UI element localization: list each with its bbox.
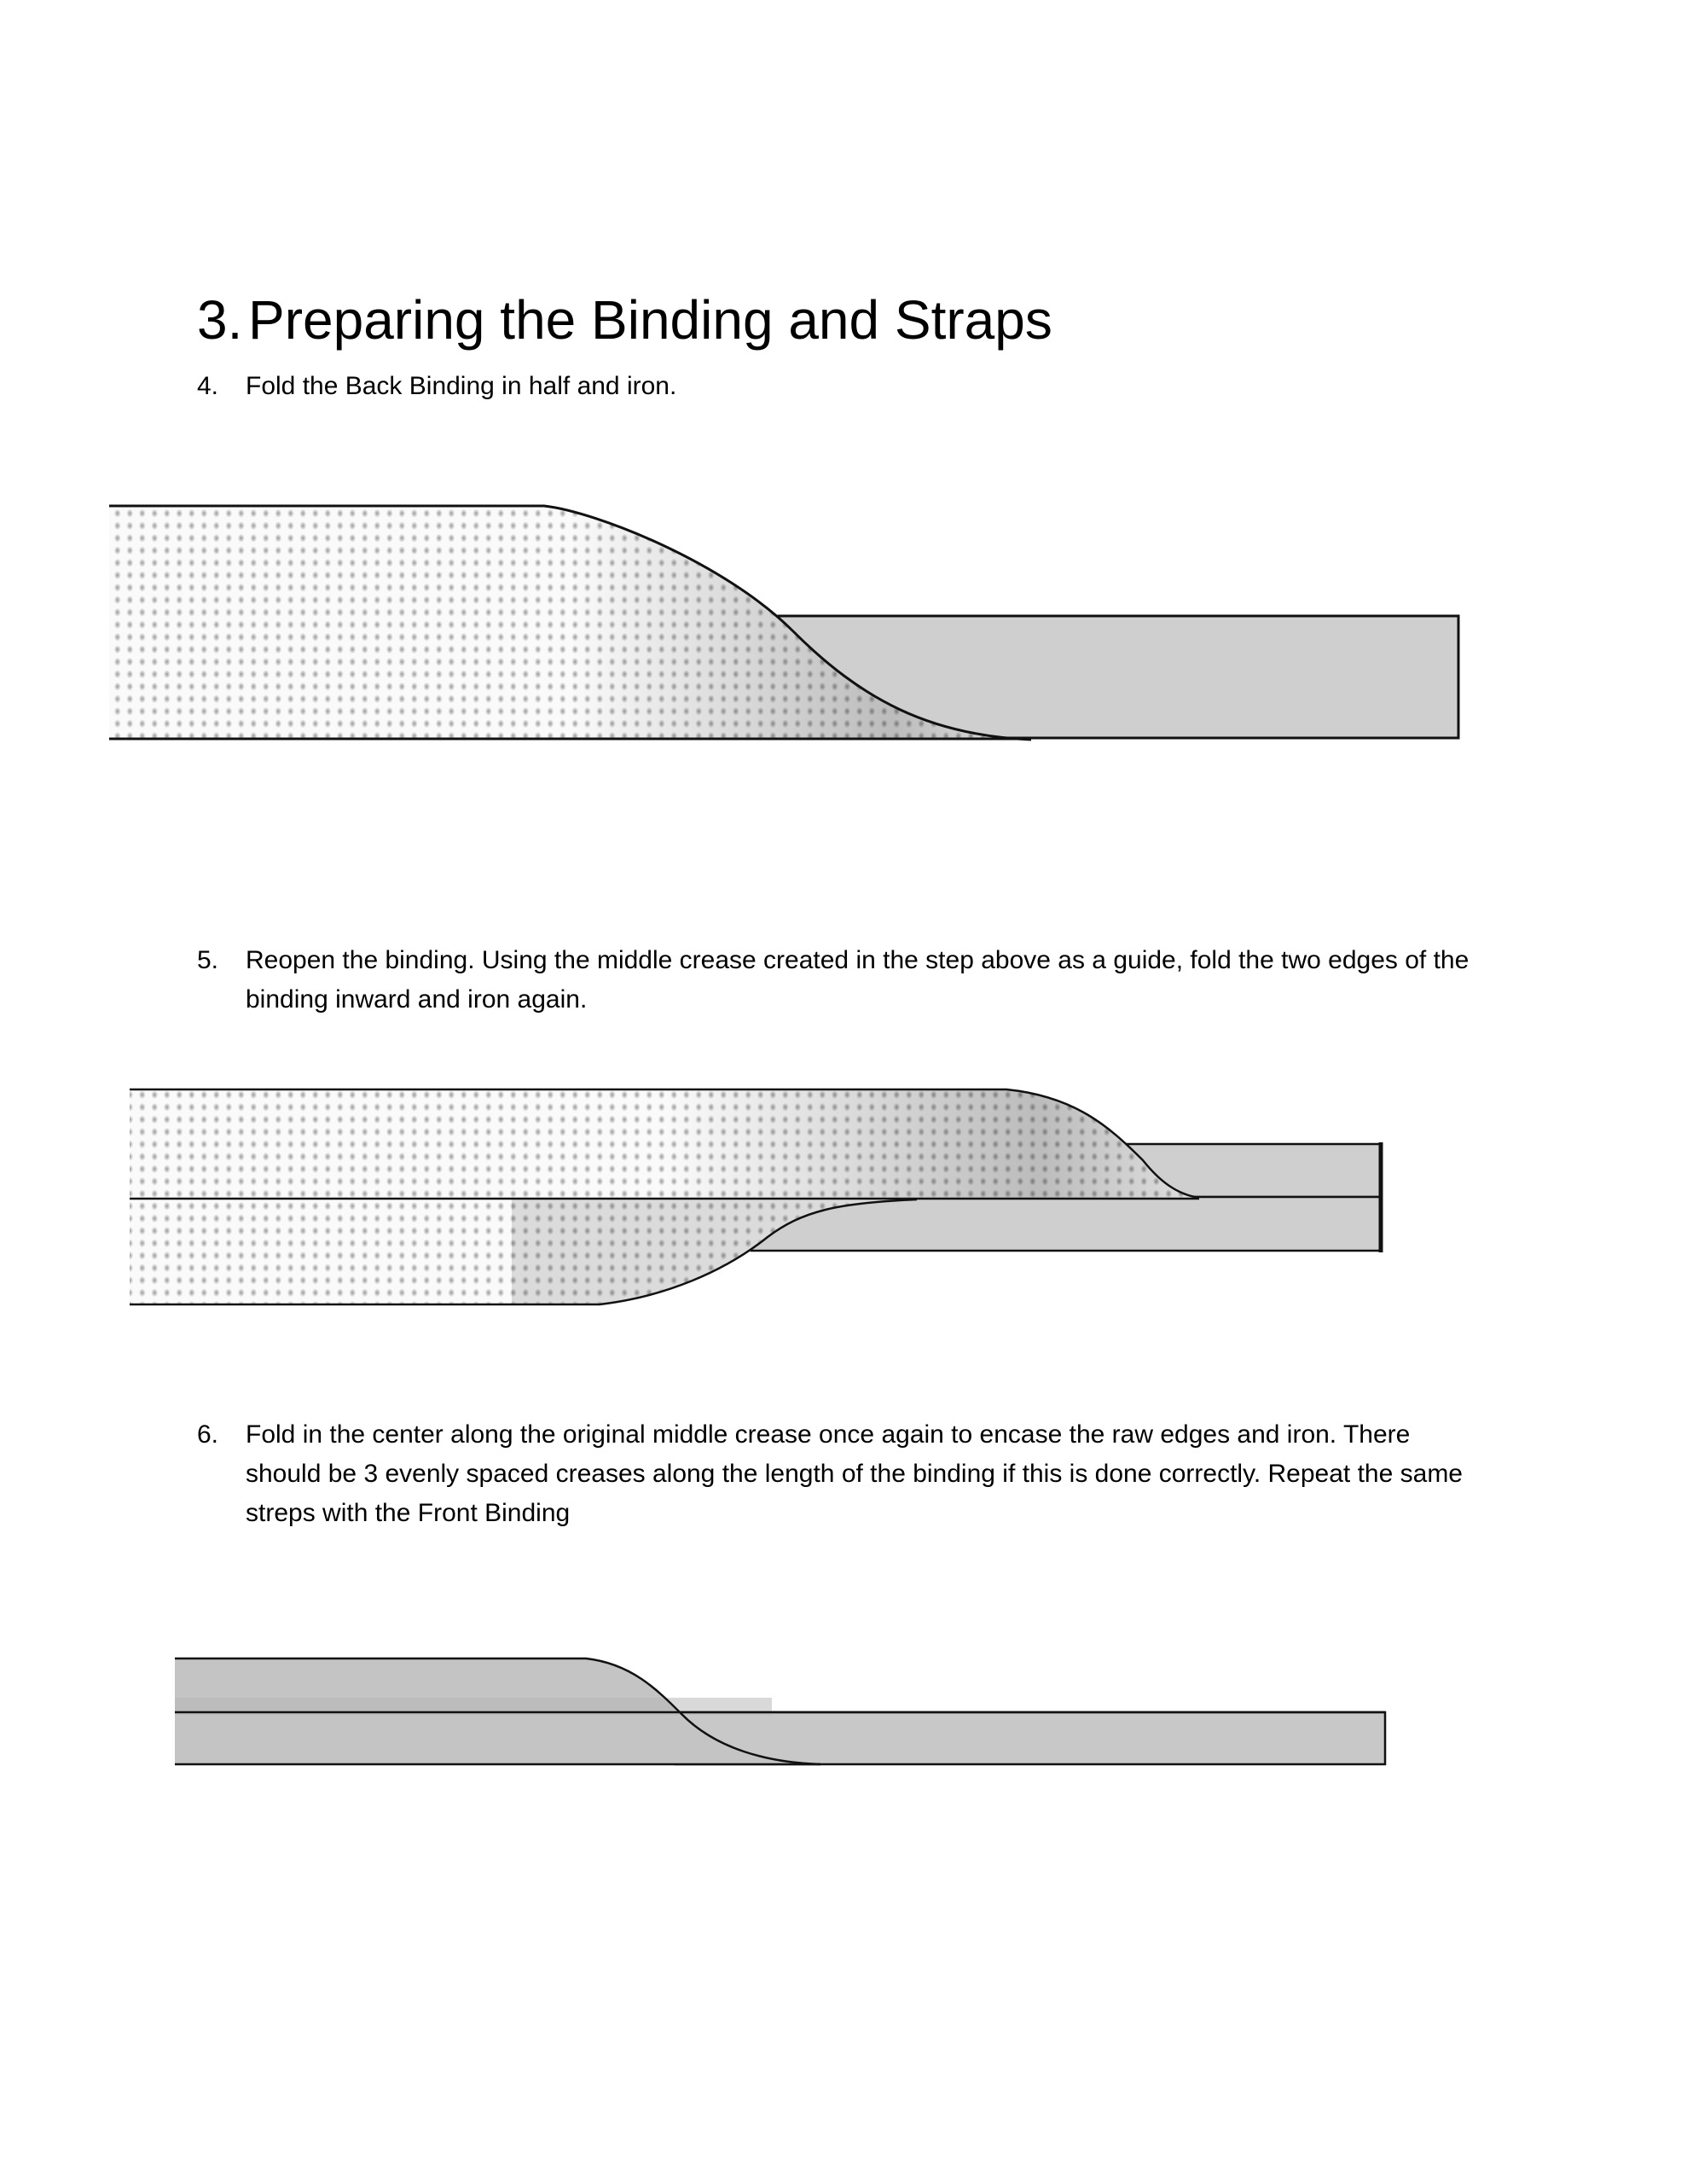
final-folded-binding: [675, 1712, 1385, 1764]
step-number: 5.: [197, 946, 219, 974]
section-title: Preparing the Binding and Straps: [248, 289, 1052, 351]
diagram-final-fold: [175, 1658, 1385, 1764]
step-text-line: Reopen the binding. Using the middle crease created in the step above as a guide, fold the two edges of the: [246, 946, 1470, 974]
diagram-fold-in-half: [109, 506, 1458, 740]
step-text-line: should be 3 evenly spaced creases along the length of the binding if this is done correctly. Repeat the same: [246, 1460, 1463, 1488]
step-text: Fold the Back Binding in half and iron.: [246, 372, 677, 400]
step-text-line: Fold in the center along the original middle crease once again to encase the raw edges and iron. There: [246, 1420, 1411, 1449]
diagram-edges-folded-inward: [130, 1089, 1381, 1304]
section-number: 3.: [197, 289, 243, 351]
step-text-line: binding inward and iron again.: [246, 985, 588, 1014]
step-number: 6.: [197, 1420, 219, 1449]
step-number: 4.: [197, 372, 219, 400]
step-text-line: streps with the Front Binding: [246, 1499, 571, 1527]
